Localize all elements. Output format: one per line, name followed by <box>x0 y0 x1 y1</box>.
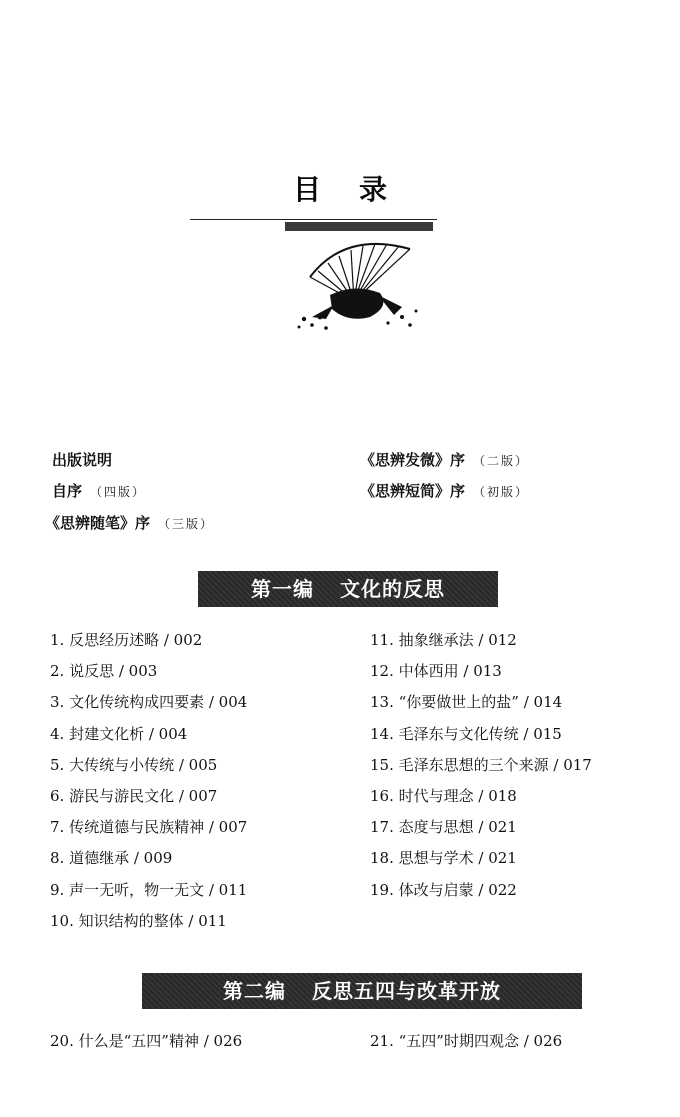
prelim-edition: （四版） <box>90 485 147 499</box>
title-rule <box>190 219 437 220</box>
toc-item[interactable]: 12. 中体西用 / 013 <box>370 662 502 681</box>
toc-item[interactable]: 2. 说反思 / 003 <box>50 662 158 681</box>
prelim-edition: （三版） <box>158 517 215 531</box>
toc-item[interactable]: 3. 文化传统构成四要素 / 004 <box>50 693 248 712</box>
toc-item[interactable]: 19. 体改与启蒙 / 022 <box>370 880 517 899</box>
prelim-title: 出版说明 <box>52 451 113 469</box>
toc-item[interactable]: 1. 反思经历述略 / 002 <box>50 631 203 649</box>
prelim-entry[interactable] <box>52 480 146 501</box>
section-part-label: 第二编 <box>223 979 286 1003</box>
toc-item[interactable]: 21. “五四”时期四观念 / 026 <box>370 1032 563 1050</box>
prelim-entry[interactable] <box>360 480 529 501</box>
toc-item[interactable]: 18. 思想与学术 / 021 <box>370 849 517 868</box>
folding-fan-icon <box>290 235 425 335</box>
section-name: 反思五四与改革开放 <box>312 979 501 1003</box>
prelim-entry[interactable] <box>360 449 529 470</box>
toc-item[interactable]: 4. 封建文化析 / 004 <box>50 724 188 743</box>
toc-column-right <box>370 1026 562 1057</box>
title-rule-bar <box>285 222 433 231</box>
toc-item[interactable]: 20. 什么是“五四”精神 / 026 <box>50 1032 243 1050</box>
toc-item[interactable]: 10. 知识结构的整体 / 011 <box>50 911 227 930</box>
toc-item[interactable]: 14. 毛泽东与文化传统 / 015 <box>370 724 562 743</box>
section-banner-part-1 <box>198 571 498 607</box>
prelim-entry[interactable] <box>45 512 214 533</box>
toc-item[interactable]: 11. 抽象继承法 / 012 <box>370 631 517 649</box>
toc-item[interactable]: 17. 态度与思想 / 021 <box>370 818 517 837</box>
toc-item[interactable]: 9. 声一无听，物一无文 / 011 <box>50 880 248 899</box>
prelim-entry[interactable] <box>52 449 120 470</box>
toc-item[interactable]: 8. 道德继承 / 009 <box>50 849 173 868</box>
toc-column-left <box>50 625 247 937</box>
toc-item[interactable]: 13. “你要做世上的盐” / 014 <box>370 693 563 712</box>
prelim-title: 《思辨发微》序 <box>360 451 466 469</box>
toc-column-left <box>50 1026 242 1057</box>
toc-item[interactable]: 6. 游民与游民文化 / 007 <box>50 786 218 805</box>
prelim-edition: （初版） <box>473 485 530 499</box>
section-banner-part-2 <box>142 973 582 1009</box>
toc-column-right <box>370 625 592 906</box>
toc-item[interactable]: 5. 大传统与小传统 / 005 <box>50 755 218 774</box>
section-name: 文化的反思 <box>340 577 445 601</box>
page-title: 目录 <box>292 173 425 206</box>
prelim-title: 《思辨短简》序 <box>360 482 466 500</box>
toc-item[interactable]: 15. 毛泽东思想的三个来源 / 017 <box>370 755 592 774</box>
prelim-title: 《思辨随笔》序 <box>45 514 151 532</box>
prelim-title: 自序 <box>52 482 83 500</box>
prelim-edition: （二版） <box>473 454 530 468</box>
toc-item[interactable]: 7. 传统道德与民族精神 / 007 <box>50 818 248 837</box>
section-part-label: 第一编 <box>251 577 314 601</box>
toc-item[interactable]: 16. 时代与理念 / 018 <box>370 786 517 805</box>
